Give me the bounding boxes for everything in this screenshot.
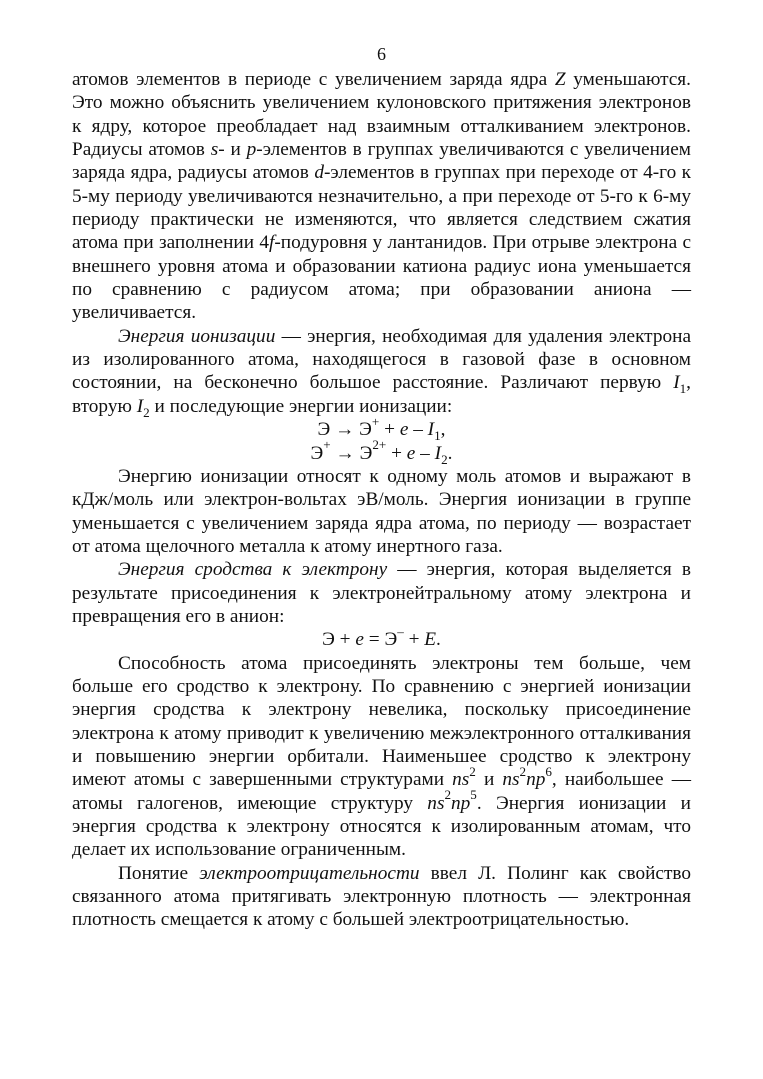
subscript: 2 <box>143 404 150 420</box>
superscript: 6 <box>545 763 552 779</box>
var-f: f <box>269 232 275 254</box>
paragraph-atomic-radius <box>72 68 691 325</box>
var-d: d <box>314 162 324 184</box>
text: , вторую <box>72 372 691 417</box>
paragraph-electronegativity <box>72 862 691 932</box>
var-p: p <box>246 139 257 161</box>
superscript: 2+ <box>372 437 387 453</box>
superscript: 2 <box>444 787 452 803</box>
term-electron-affinity: Энергия сродства к электрону <box>118 559 388 581</box>
var-i: I <box>427 419 435 441</box>
text: -подуровня у лантанидов. При отрыве электрона с внешнего уровня атома и образовании катиона радиус иона уменьшается по сравнению с радиусом атома; при образовании аниона — увеличивается. <box>72 232 692 324</box>
eq-text: + <box>386 442 407 464</box>
var-i: I <box>673 372 680 394</box>
superscript: – <box>397 623 404 639</box>
equation-electron-affinity <box>72 623 691 651</box>
text: -элементов в группах при переходе от 4-го к 5-му периоду увеличиваются незначительно, а при переходе от 5-го к 6-му периоду практически не изменяются, что является следствием сжатия атома при заполнении 4 <box>72 162 692 254</box>
superscript: 5 <box>470 787 477 803</box>
eq-text: Э → Э <box>317 419 372 441</box>
document-page <box>72 0 691 932</box>
var-e: e <box>355 629 364 651</box>
eq-text: + <box>403 629 425 651</box>
eq-text: + <box>379 419 400 441</box>
eq-text: , <box>440 419 446 441</box>
superscript: 2 <box>519 763 527 779</box>
var-e: e <box>399 419 409 441</box>
eq-text: = Э <box>363 629 398 651</box>
text: . Энергия ионизации и энергия сродства к электрону относятся к изолированным атомам, что делает их использование ограниченным. <box>72 792 691 861</box>
subscript: 2 <box>441 451 448 467</box>
superscript: + <box>371 413 380 429</box>
text: Способность атома присоединять электроны тем больше, чем больше его сродство к электрону. По сравнению с энергией ионизации энергия сродства к электрону невелика, поскольку присоединение электрона к атому приводит к увеличению межэлектронного отталкивания и повышению энергии орбитали. Наименьшее сродство к электрону имеют атомы с завершенными структурами <box>72 652 691 791</box>
var-z: Z <box>554 69 566 90</box>
subscript: 1 <box>679 381 687 397</box>
var-i: I <box>136 395 144 417</box>
text: — энергия, которая выделяется в результате присоединения к электронейтральному атому электрона и превращения его в анион: <box>72 559 691 627</box>
var-E: E <box>424 629 437 651</box>
eq-text: . <box>447 442 453 464</box>
equation-second-ionization <box>72 437 691 467</box>
text: атомов элементов в периоде с увеличением заряда ядра <box>72 69 555 90</box>
var-ns: ns <box>452 769 470 791</box>
text: — энергия, необходимая для удаления электрона из изолированного атома, находящегося в газовой фазе в основном состоянии, на бесконечно большое расстояние. Различают первую <box>72 325 691 394</box>
subscript: 1 <box>434 428 441 444</box>
paragraph-ionization-units: Энергию ионизации относят к одному моль атомов и выражают в кДж/моль или электрон-вольтах эВ/моль. Энергия ионизации в группе уменьшается с увеличением заряда ядра атома, по периоду — возрастает от атома щелочного металла к атому инертного газа. <box>72 465 691 557</box>
var-s: s <box>210 139 219 161</box>
eq-text: – <box>408 419 428 441</box>
paragraph-ionization-energy <box>72 325 691 418</box>
var-e: e <box>406 442 416 464</box>
text: и последующие энергии ионизации: <box>149 395 453 417</box>
var-i: I <box>434 442 442 464</box>
eq-text: . <box>436 629 441 651</box>
var-ns: ns <box>427 792 445 814</box>
eq-text: – <box>415 442 435 464</box>
var-ns: ns <box>502 769 520 791</box>
var-np: np <box>526 769 546 791</box>
text: ввел Л. Полинг как свойство связанного атома притягивать электронную плотность — электронная плотность смещается к атому с большей электроотрицательностью. <box>72 862 691 931</box>
eq-text: Э + <box>322 629 356 651</box>
text: уменьшаются. Это можно объяснить увеличением кулоновского притяжения электронов к ядру, которое преобладает над взаимным отталкиванием электронов. Радиусы атомов <box>72 69 692 161</box>
text: -элементов в группах увеличиваются с увеличением заряда ядра, радиусы атомов <box>72 139 691 184</box>
text: Понятие <box>118 862 200 884</box>
text: , наибольшее — атомы галогенов, имеющие структуру <box>72 769 691 814</box>
var-np: np <box>451 792 471 814</box>
eq-text: → Э <box>330 442 373 464</box>
text: - и <box>218 139 247 161</box>
superscript: + <box>323 437 331 453</box>
paragraph-affinity-trends <box>72 652 691 862</box>
eq-text: Э <box>310 442 324 464</box>
text: и <box>475 769 503 791</box>
term-ionization-energy: Энергия ионизации <box>118 325 276 347</box>
superscript: 2 <box>469 763 476 779</box>
page-number: 6 <box>377 44 386 64</box>
term-electronegativity: электроотрицательности <box>199 862 420 884</box>
paragraph-electron-affinity <box>72 558 691 628</box>
